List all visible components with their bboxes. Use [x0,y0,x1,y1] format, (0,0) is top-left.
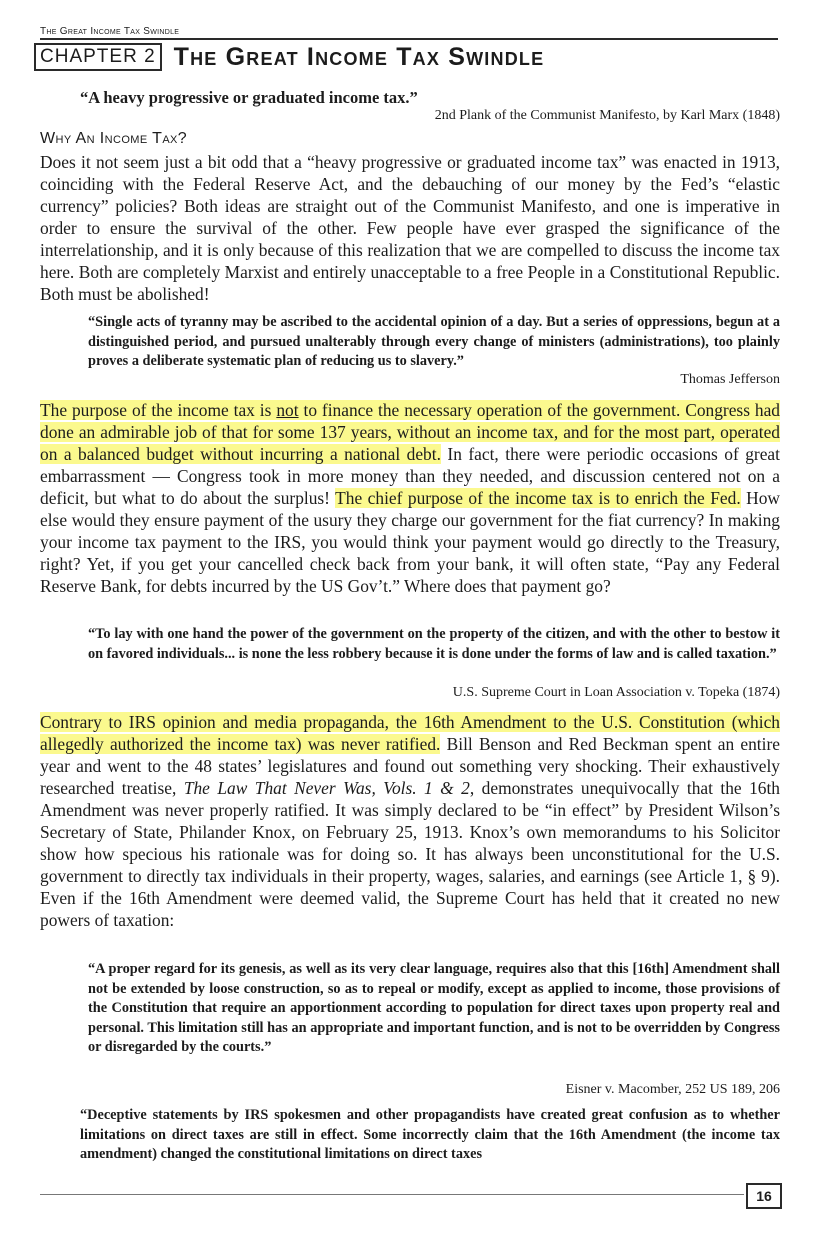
book-title: The Law That Never Was, Vols. 1 & 2 [183,778,470,798]
chapter-heading [34,42,778,72]
quote-loan-association-cite: U.S. Supreme Court in Loan Association v. Topeka (1874) [452,685,780,700]
highlight-not: not [276,400,299,420]
paragraph-2 [40,399,780,597]
paragraph-1: Does it not seem just a bit odd that a “heavy progressive or graduated income tax” was enacted in 1913, coinciding with the Federal Reserve Act, and the debauching of our money by the Fed’s “elastic currency” policies? Both ideas are straight out of the Communist Manifesto, and one is imperative in order to ensure the survival of the other. Few people have ever grasped the significance of the interrelationship, and it is only because of this realization that we are compelled to discuss the income tax here. Both are completely Marxist and entirely unacceptable to a free People in a Constitutional Republic. Both must be abolished! [40,152,780,304]
quote-deceptive-statements: “Deceptive statements by IRS spokesmen and other propagandists have created great confusion as to whether limitations on direct taxes are still in effect. Some incorrectly claim that the 16th Amendment (the income tax amendment) changed the constitutional limitations on direct taxes [80,1107,780,1163]
epigraph-source: 2nd Plank of the Communist Manifesto, by Karl Marx (1848) [434,108,780,123]
highlight-amendment: Contrary to IRS opinion and media propaganda, the 16th Amendment to the U.S. Constitution (which allegedly authorized the income tax) was never ratified. [40,712,780,754]
highlight-purpose-b: to finance the necessary operation of the government. Congress had done an admirable job of that for some 137 years, without an income tax, and for the most part, operated on a balanced budget without incurring a national debt. [40,400,780,464]
epigraph [80,88,780,124]
footer-rule [40,1194,744,1195]
paragraph-2-end: How else would they ensure payment of the usury they charge our government for the fiat currency? In making your income tax payment to the IRS, you would think your payment would go directly to the Treasury, right? Yet, if you get your cancelled check back from your bank, it will often state, “Pay any Federal Reserve Bank, for debts incurred by the US Gov’t.” Where does that payment go? [40,488,780,596]
quote-jefferson-cite: Thomas Jefferson [680,372,780,387]
epigraph-quote: “A heavy progressive or graduated income tax.” [80,88,418,107]
highlight-chief-purpose: The chief purpose of the income tax is to enrich the Fed. [335,488,741,508]
page-number: 16 [746,1183,782,1209]
chapter-label: CHAPTER 2 [34,43,162,71]
paragraph-2-middle: In fact, there were periodic occasions of great embarrassment — Congress took in more money than they needed, and discussion centered not on a deficit, but what to do about the surplus! [40,444,780,508]
quote-jefferson: “Single acts of tyranny may be ascribed to the accidental opinion of a day. But a series of oppressions, begun at a distinguished period, and pursued unalterably through every change of ministers (administrations), too plainly proves a deliberate systematic plan of reducing us to slavery.” [88,314,780,370]
running-header: The Great Income Tax Swindle [40,26,778,40]
paragraph-3-b: , demonstrates unequivocally that the 16th Amendment was never properly ratified. It was simply declared to be “in effect” by President Wilson’s Secretary of State, Philander Knox, on February 25, 1913. Knox’s own memorandums to his Solicitor show how specious his rationale was for doing so. It has always been unconstitutional for the U.S. government to directly tax individuals in their property, wages, salaries, and earnings (see Article 1, § 9). Even if the 16th Amendment were deemed valid, the Supreme Court has held that it created no new powers of taxation: [40,778,781,930]
quote-eisner-cite: Eisner v. Macomber, 252 US 189, 206 [565,1082,780,1097]
paragraph-3-a: Bill Benson and Red Beckman spent an entire year and went to the 48 states’ legislatures and found out something very shocking. Their exhaustively researched treatise, [40,734,780,798]
highlight-purpose-a: The purpose of the income tax is [40,400,277,420]
section-heading: Why An Income Tax? [40,130,188,147]
quote-eisner: “A proper regard for its genesis, as well as its very clear language, requires also that this [16th] Amendment shall not be extended by loose construction, so as to repeal or modify, except as applied to income, those provisions of the Constitution that require an apportionment according to population for direct taxes upon property real and personal. This limitation still has an appropriate and important function, and is not to be overridden by Congress or disregarded by the courts.” [88,961,780,1056]
paragraph-3 [40,711,780,931]
chapter-title: The Great Income Tax Swindle [173,42,545,71]
quote-loan-association: “To lay with one hand the power of the government on the property of the citizen, and with the other to bestow it on favored individuals... is none the less robbery because it is done under the forms of law and is called taxation.” [88,626,780,662]
